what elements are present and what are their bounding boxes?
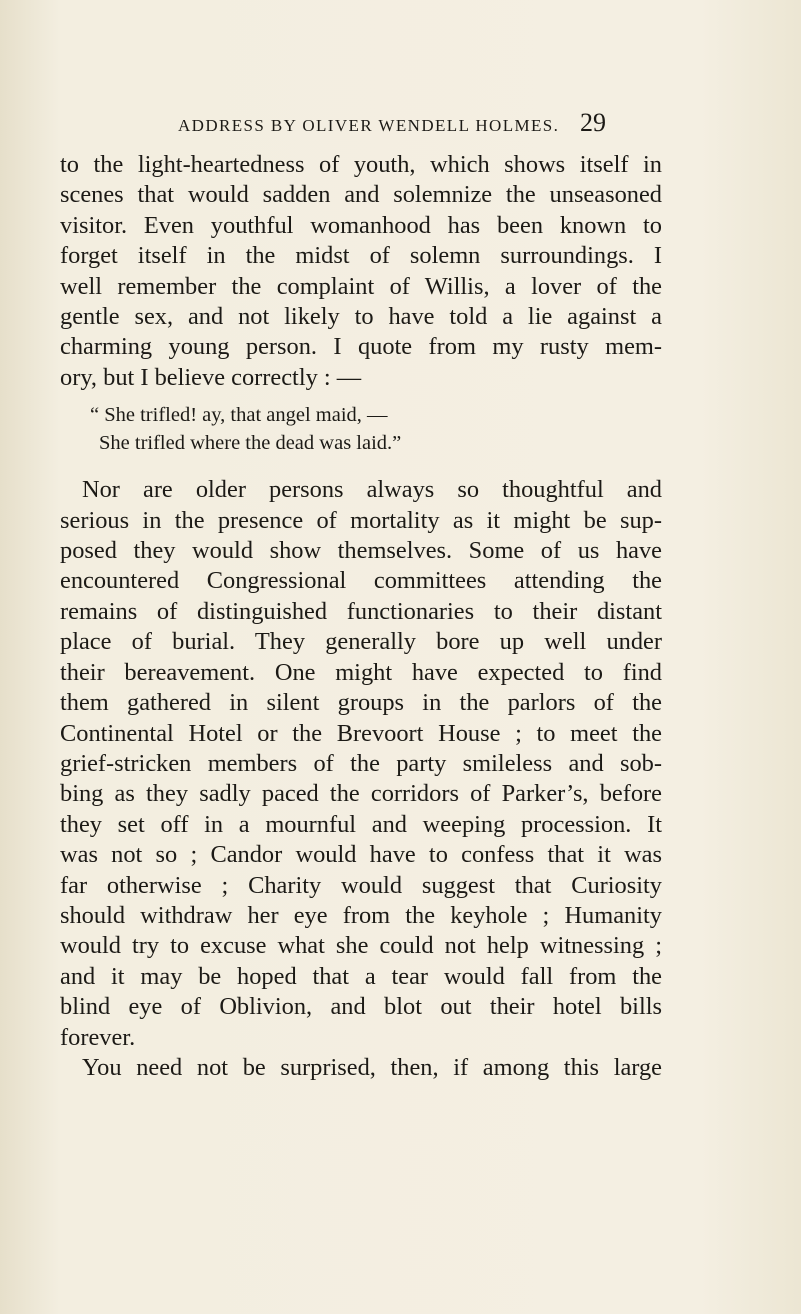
text-line: they set off in a mournful and weeping procession. It <box>60 810 662 838</box>
text-line: place of burial. They generally bore up well under <box>60 628 662 656</box>
text-line: You need not be surprised, then, if among this large <box>82 1053 662 1081</box>
running-head-title: ADDRESS BY OLIVER WENDELL HOLMES. <box>178 116 560 135</box>
text-line: to the light-heartedness of youth, which shows itself in <box>60 151 662 178</box>
text-line: posed they would show themselves. Some of us have <box>60 537 662 565</box>
text-line: encountered Congressional committees attending the <box>60 567 662 595</box>
text-line: was not so ; Candor would have to confess that it was <box>60 841 662 869</box>
text-line: forget itself in the midst of solemn surroundings. I <box>60 242 662 270</box>
paragraph-1 <box>60 150 662 393</box>
text-line: scenes that would sadden and solemnize the unseasoned <box>60 181 662 209</box>
text-line: bing as they sadly paced the corridors of Parker’s, before <box>60 780 662 808</box>
body-text <box>60 150 662 1083</box>
text-line: remains of distinguished functionaries to their distant <box>60 597 662 625</box>
text-line: should withdraw her eye from the keyhole ; Humanity <box>60 901 662 929</box>
text-line: Continental Hotel or the Brevoort House ; to meet the <box>60 719 662 747</box>
text-line: well remember the complaint of Willis, a lover of the <box>60 272 662 300</box>
paragraph-3 <box>60 1053 662 1083</box>
running-head <box>60 108 710 148</box>
paragraph-2 <box>60 475 662 1053</box>
verse-line: “ She trifled! ay, that angel maid, — <box>90 404 388 427</box>
text-line: grief-stricken members of the party smileless and sob- <box>60 749 662 777</box>
text-line: forever. <box>60 1023 136 1051</box>
text-line: visitor. Even youthful womanhood has been known to <box>60 211 662 239</box>
verse-line: She trifled where the dead was laid.” <box>99 432 402 455</box>
verse-quote <box>60 401 662 457</box>
text-line: charming young person. I quote from my rusty mem- <box>60 333 662 361</box>
text-line: Nor are older persons always so thoughtful and <box>82 476 662 504</box>
text-line: blind eye of Oblivion, and blot out their hotel bills <box>60 993 662 1021</box>
text-line: and it may be hoped that a tear would fall from the <box>60 962 662 990</box>
text-line: gentle sex, and not likely to have told a lie against a <box>60 303 662 331</box>
text-line: would try to excuse what she could not help witnessing ; <box>60 932 662 960</box>
text-line: far otherwise ; Charity would suggest that Curiosity <box>60 871 662 899</box>
text-line: their bereavement. One might have expected to find <box>60 658 662 686</box>
page-number: 29 <box>580 108 606 137</box>
text-line: them gathered in silent groups in the parlors of the <box>60 689 662 717</box>
text-line: ory, but I believe correctly : — <box>60 363 362 391</box>
text-line: serious in the presence of mortality as it might be sup- <box>60 506 662 534</box>
